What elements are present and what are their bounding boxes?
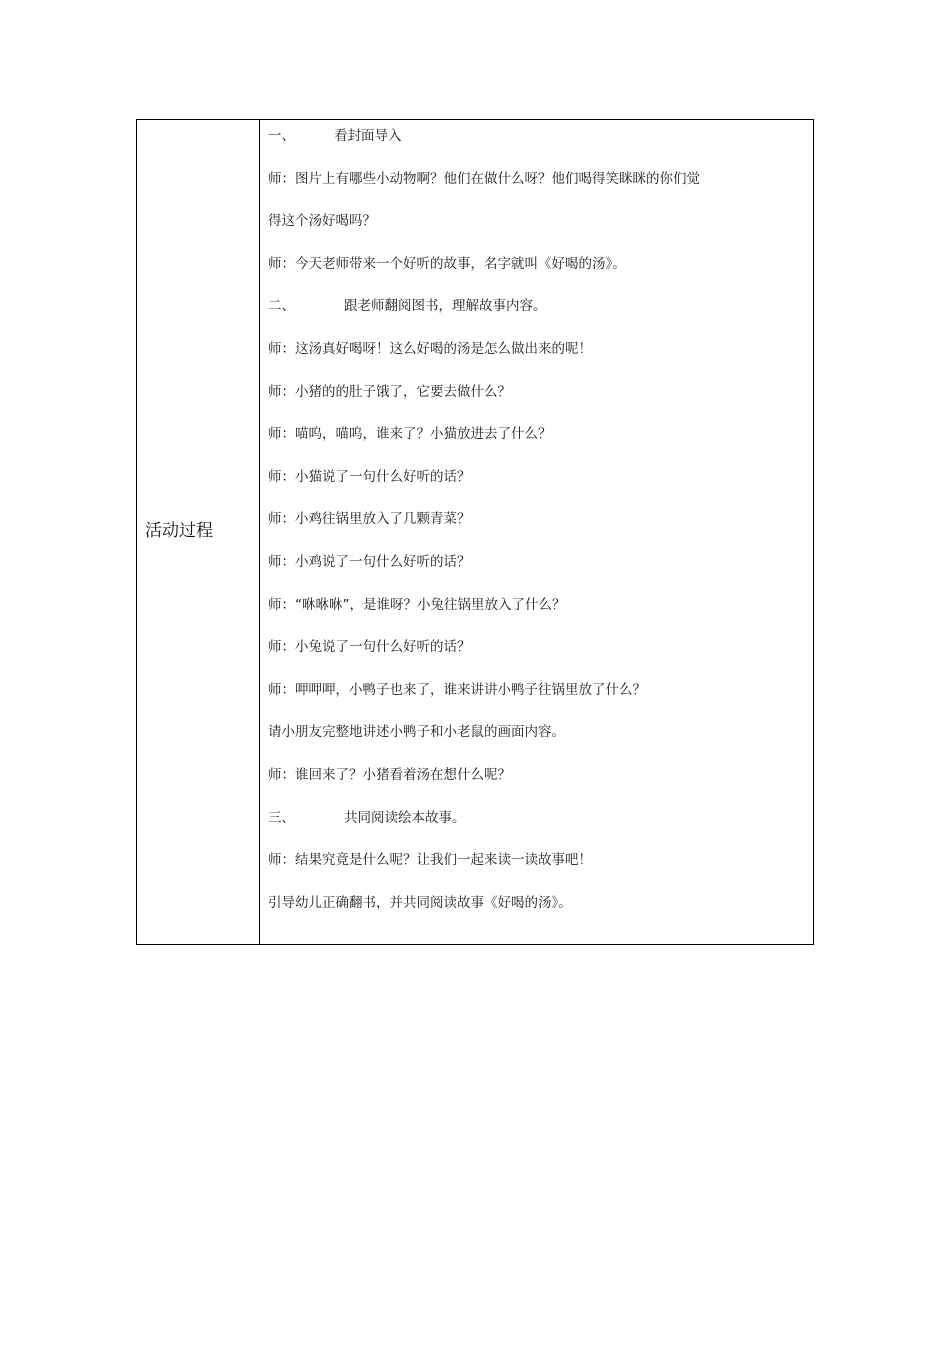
activity-content [260,120,813,912]
text-line: 师：结果究竟是什么呢？让我们一起来读一读故事吧！ [268,852,592,869]
text-line: 师：喵呜，喵呜，谁来了？小猫放进去了什么？ [268,426,552,443]
section-heading-1 [268,127,813,145]
section-title: 跟老师翻阅图书，理解故事内容。 [344,298,547,315]
text-line: 师：小猫说了一句什么好听的话？ [268,468,471,485]
text-line: 师：小鸡往锅里放入了几颗青菜？ [268,511,471,528]
text-line: 师：小猪的的肚子饿了，它要去做什么？ [268,383,511,400]
section-number: 三、 [268,809,295,826]
text-line: 师：“咻咻咻”，是谁呀？小兔往锅里放入了什么？ [268,596,566,613]
section-number: 二、 [268,298,295,315]
section-heading-3 [268,809,813,827]
section-title: 共同阅读绘本故事。 [344,809,466,826]
text-line: 师：小兔说了一句什么好听的话？ [268,639,471,656]
activity-content-cell [260,120,814,945]
text-line: 引导幼儿正确翻书，并共同阅读故事《好喝的汤》。 [268,894,572,911]
text-line: 师：这汤真好喝呀！这么好喝的汤是怎么做出来的呢！ [268,340,592,357]
lesson-plan-table [136,119,814,945]
text-line: 师：图片上有哪些小动物啊？他们在做什么呀？他们喝得笑眯眯的你们觉 [268,170,700,187]
section-number: 一、 [268,128,295,144]
text-line: 师：呷呷呷，小鸭子也来了，谁来讲讲小鸭子往锅里放了什么？ [268,681,646,698]
activity-process-row [137,120,814,945]
row-label-cell [137,120,260,945]
section-title: 看封面导入 [334,128,402,144]
text-line: 请小朋友完整地讲述小鸭子和小老鼠的画面内容。 [268,724,565,741]
text-line: 师：今天老师带来一个好听的故事，名字就叫《好喝的汤》。 [268,255,626,272]
section-heading-2 [268,297,813,315]
text-line: 师：谁回来了？小猪看着汤在想什么呢？ [268,766,511,783]
text-line: 师：小鸡说了一句什么好听的话？ [268,553,471,570]
row-label: 活动过程 [145,521,213,541]
text-line: 得这个汤好喝吗？ [268,213,376,230]
